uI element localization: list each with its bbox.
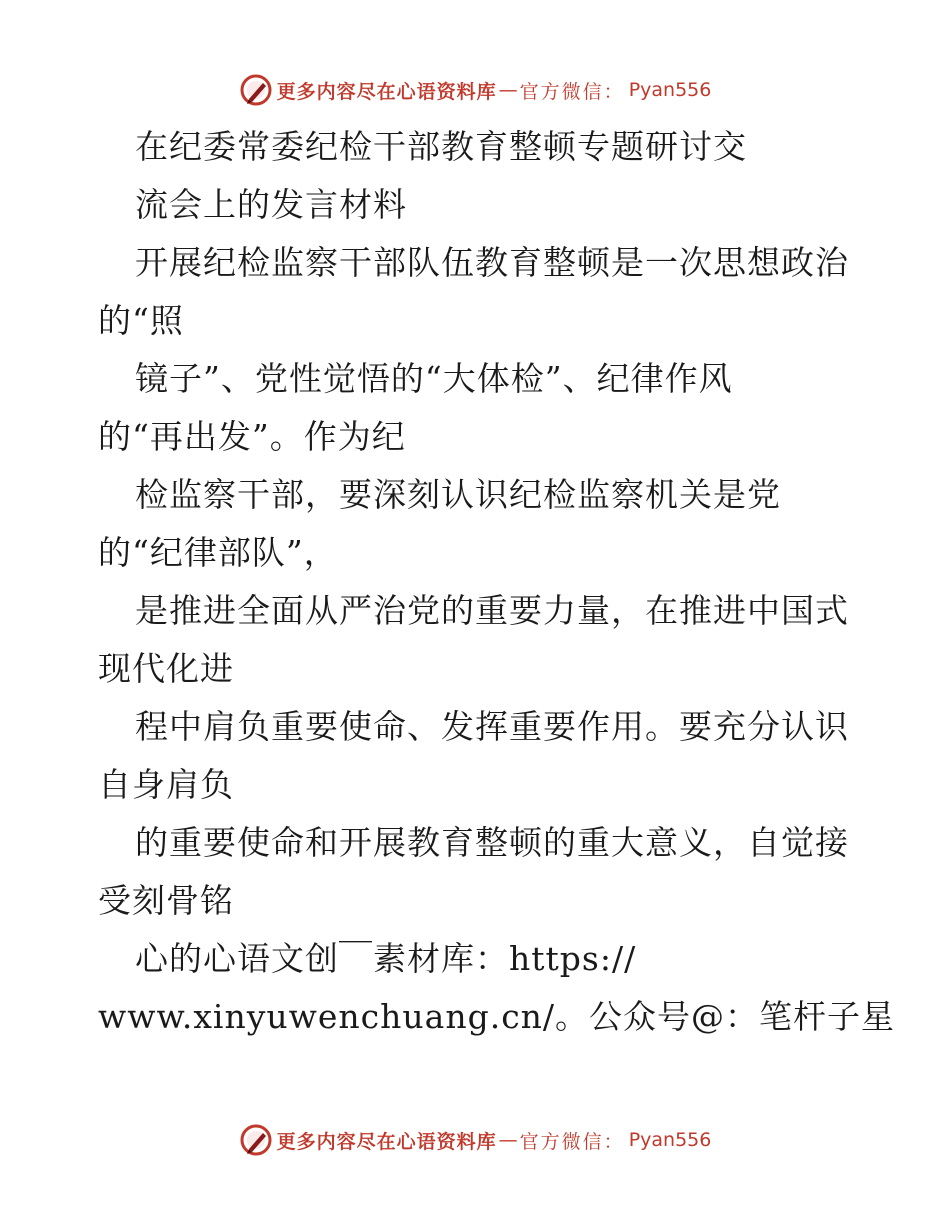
document-body (98, 118, 896, 1046)
text-line: 流会上的发言材料 (135, 185, 407, 224)
pen-logo-icon (239, 73, 273, 107)
text-line: 检监察干部，要深刻认识纪检监察机关是党 (135, 475, 781, 514)
banner-text: 更多内容尽在心语资料库 (276, 80, 497, 103)
text-line: 开展纪检监察干部队伍教育整顿是一次思想政治 (135, 243, 849, 282)
header-banner (0, 70, 950, 110)
text-line: 的重要使命和开展教育整顿的重大意义，自觉接 (135, 823, 849, 862)
wechat-id: Pyan556 (628, 79, 712, 101)
banner-separator: — (498, 79, 518, 101)
footer-banner (0, 1120, 950, 1160)
text-line: 受刻骨铭 (98, 881, 234, 920)
text-line: 程中肩负重要使命、发挥重要作用。要充分认识 (135, 707, 849, 746)
text-line: 心的心语文创￣素材库：https:// (135, 939, 637, 978)
wechat-label: 官方微信： (519, 80, 625, 103)
wechat-label: 官方微信： (519, 1130, 625, 1153)
wechat-id: Pyan556 (628, 1129, 712, 1151)
text-line: 的“再出发”。作为纪 (98, 417, 406, 456)
text-line: 现代化进 (98, 649, 234, 688)
text-line: 是推进全面从严治党的重要力量，在推进中国式 (135, 591, 849, 630)
text-line: 在纪委常委纪检干部教育整顿专题研讨交 (135, 127, 747, 166)
banner-text: 更多内容尽在心语资料库 (276, 1130, 497, 1153)
text-line: 镜子”、党性觉悟的“大体检”、纪律作风 (135, 359, 733, 398)
text-line: www.xinyuwenchuang.cn/。公众号@：笔杆子星 (98, 997, 896, 1036)
text-line: 自身肩负 (98, 765, 234, 804)
text-line: 的“照 (98, 301, 184, 340)
pen-logo-icon (239, 1123, 273, 1157)
banner-separator: — (498, 1129, 518, 1151)
text-line: 的“纪律部队”， (98, 533, 338, 572)
